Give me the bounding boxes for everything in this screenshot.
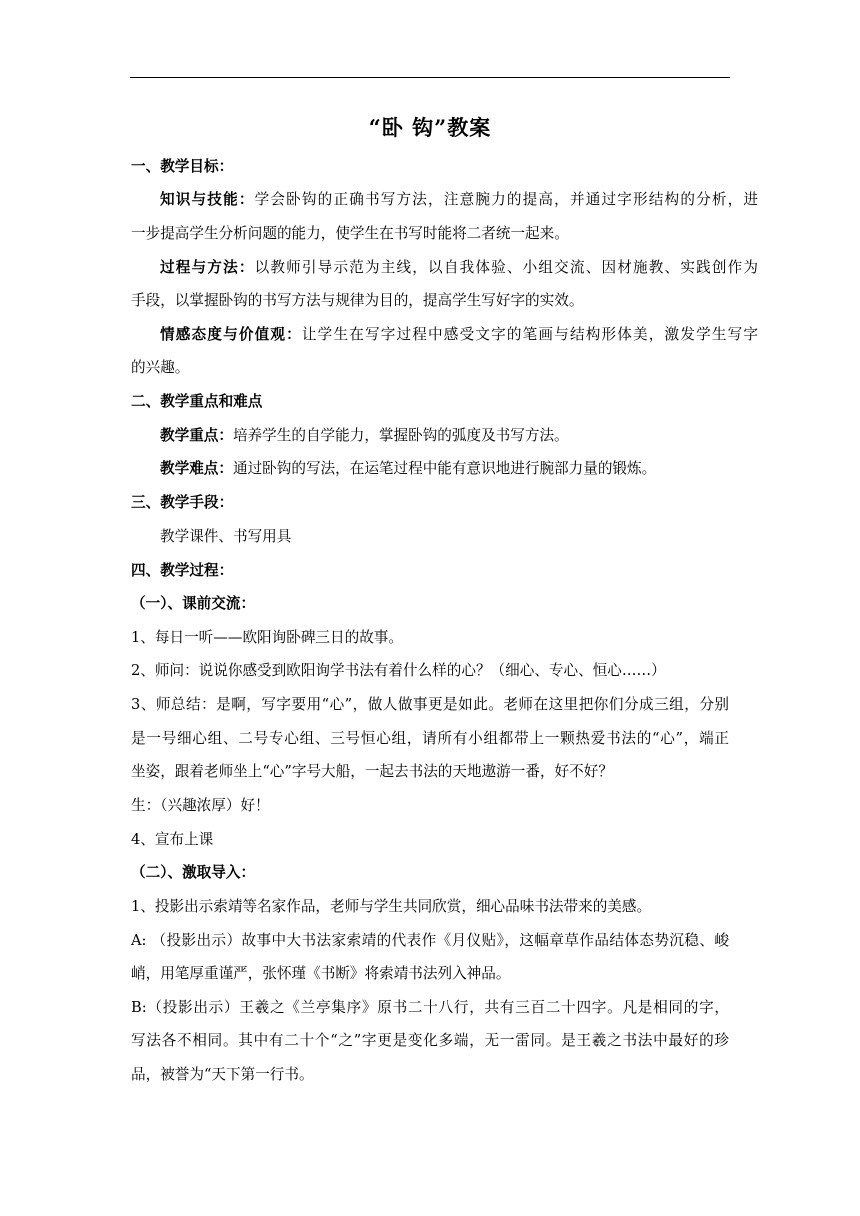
intro-item-b-line3: 品，被誉为“天下第一行书。 — [131, 1066, 314, 1083]
text-difficulty: 通过卧钩的写法，在运笔过程中能有意识地进行腕部力量的锻炼。 — [232, 460, 657, 477]
subsection-heading-introduction: （二）、激取导入： — [131, 864, 256, 881]
paragraph-key-point — [131, 426, 758, 446]
subsection-heading-pre-class: （一）、课前交流： — [131, 595, 256, 612]
list-item-3-line1: 3、师总结：是啊，写字要用“心”，做人做事更是如此。老师在这里把你们分成三组，分别 — [131, 696, 729, 713]
header-rule — [130, 77, 730, 78]
list-item-3-line3: 坐姿，跟着老师坐上“心”字号大船，一起去书法的天地遨游一番，好不好？ — [131, 763, 613, 780]
paragraph-emotion-line2: 的兴趣。 — [131, 359, 190, 376]
list-item-4: 4、宣布上课 — [131, 831, 214, 848]
list-item-1: 1、每日一听——欧阳询卧碑三日的故事。 — [131, 629, 403, 646]
label-emotion: 情感态度与价值观： — [160, 326, 302, 343]
label-difficulty: 教学难点： — [160, 460, 233, 477]
paragraph-emotion-line1 — [131, 325, 758, 345]
section-heading-process: 四、教学过程： — [131, 562, 234, 579]
label-key-point: 教学重点： — [160, 427, 233, 444]
text-process-1: 以教师引导示范为主线，以自我体验、小组交流、因材施教、实践创作为 — [254, 259, 758, 276]
document-title: “卧 钩”教案 — [368, 115, 492, 140]
section-heading-key-points: 二、教学重点和难点 — [131, 393, 263, 410]
section-heading-objectives: 一、教学目标： — [131, 158, 234, 175]
intro-item-1: 1、投影出示索靖等名家作品，老师与学生共同欣赏，细心品味书法带来的美感。 — [131, 898, 652, 915]
text-emotion-1: 让学生在写字过程中感受文字的笔画与结构形体美，激发学生写字 — [301, 326, 758, 343]
paragraph-knowledge-line2: 一步提高学生分析问题的能力，使学生在书写时能将二者统一起来。 — [131, 225, 569, 242]
text-knowledge-1: 学会卧钩的正确书写方法，注意腕力的提高，并通过字形结构的分析，进 — [254, 191, 758, 208]
intro-item-a-line1: A: （投影出示）故事中大书法家索靖的代表作《月仪贴》，这幅章草作品结体态势沉稳、峻 — [131, 932, 729, 949]
section-heading-means: 三、教学手段： — [131, 494, 234, 511]
intro-item-a-line2: 峭，用笔厚重谨严，张怀瑾《书断》将索靖书法列入神品。 — [131, 965, 511, 982]
list-item-3-line2: 是一号细心组、二号专心组、三号恒心组，请所有小组都带上一颗热爱书法的“心”，端正 — [131, 730, 729, 747]
paragraph-difficulty — [131, 459, 758, 479]
student-response: 生：（兴趣浓厚）好！ — [131, 797, 270, 814]
paragraph-means: 教学课件、书写用具 — [160, 528, 292, 545]
list-item-2: 2、师问：说说你感受到欧阳询学书法有着什么样的心？（细心、专心、恒心……） — [131, 662, 666, 679]
text-key-point: 培养学生的自学能力，掌握卧钩的弧度及书写方法。 — [232, 427, 569, 444]
label-process: 过程与方法： — [160, 259, 255, 276]
intro-item-b-line2: 写法各不相同。其中有二十个“之”字更是变化多端，无一雷同。是王羲之书法中最好的珍 — [131, 1032, 729, 1049]
label-knowledge: 知识与技能： — [160, 191, 255, 208]
paragraph-process-line1 — [131, 258, 758, 278]
paragraph-knowledge-line1 — [131, 190, 758, 210]
intro-item-b-line1: B:（投影出示）王羲之《兰亭集序》原书二十八行，共有三百二十四字。凡是相同的字， — [131, 999, 729, 1016]
paragraph-process-line2: 手段，以掌握卧钩的书写方法与规律为目的，提高学生写好字的实效。 — [131, 292, 584, 309]
